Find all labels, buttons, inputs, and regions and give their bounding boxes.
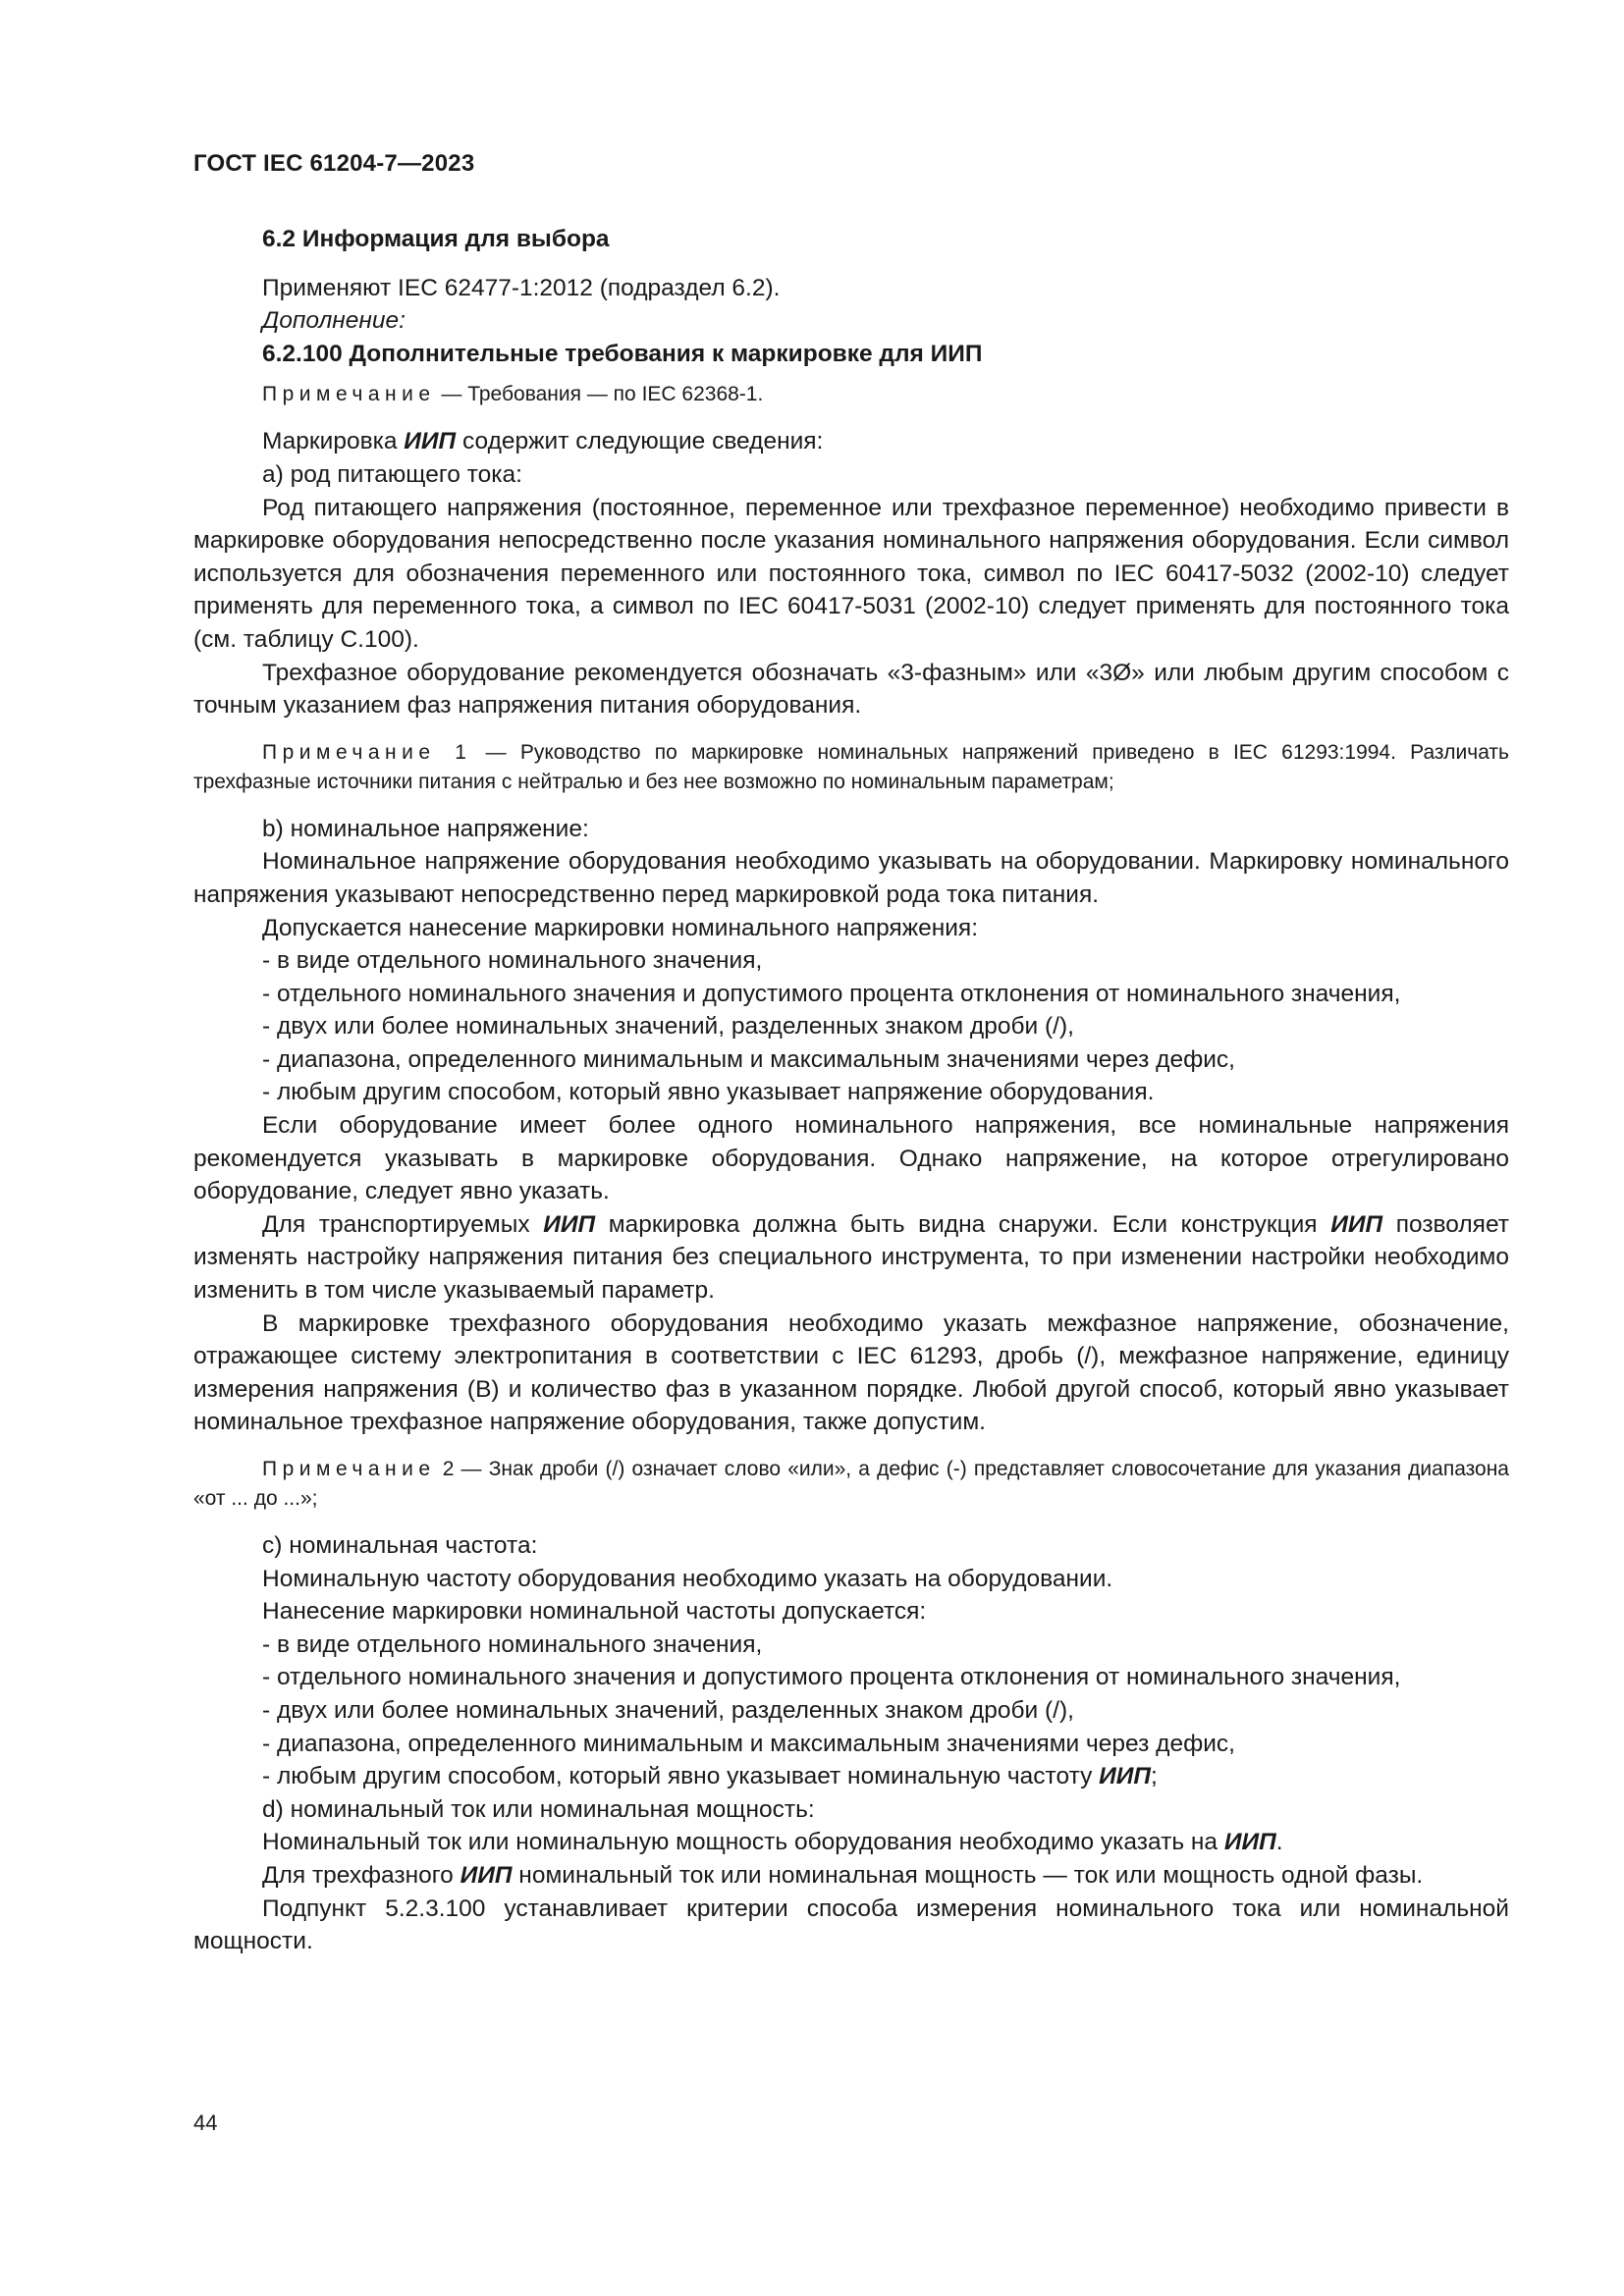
list-item: - любым другим способом, который явно указывает напряжение оборудования.	[262, 1079, 1155, 1106]
note-1	[193, 738, 1509, 797]
note-0-text: — Требования — по IEC 62368-1.	[435, 383, 764, 406]
intro-paragraph	[193, 425, 1509, 458]
note-1-text: — Руководство по маркировке номинальных напряжений приведено в IEC 61293:1994. Различать трехфазные источники питания с нейтралью и без нее возможно по номинальным параметрам;	[193, 740, 1509, 793]
list-item: - отдельного номинального значения и допустимого процента отклонения от номинального значения,	[262, 980, 1401, 1007]
list-item: - диапазона, определенного минимальным и максимальным значениями через дефис,	[262, 1045, 1235, 1073]
item-a-paragraph-1: Род питающего напряжения (постоянное, переменное или трехфазное переменное) необходимо привести в маркировке оборудования непосредственно после указания номинального напряжения оборудования. Если символ используется для обозначения переменного или постоянного тока, символ по IEC 60417-5032 (2002-10) следует применять для переменного тока, а символ по IEC 60417-5031 (2002-10) следует применять для постоянного тока (см. таблицу С.100).	[193, 494, 1509, 653]
note-0-label: Примечание	[262, 383, 436, 406]
p4-text-b: маркировка должна быть видна снаружи. Если конструкция	[595, 1210, 1331, 1238]
p4-text-c: позволяет изменять настройку напряжения питания без специального инструмента, то при изменении настройки необходимо изменить в том числе указываемый параметр.	[193, 1210, 1509, 1305]
note-1-label: Примечание 1	[262, 740, 472, 764]
c-last-text-b: ;	[1151, 1763, 1158, 1790]
item-b-paragraph-4	[193, 1208, 1509, 1308]
list-item: - в виде отдельного номинального значения,	[262, 947, 763, 975]
iip-term: ИИП	[543, 1210, 596, 1238]
d-p2-text-a: Для трехфазного	[262, 1861, 460, 1889]
item-b-paragraph-2: Допускается нанесение маркировки номинального напряжения:	[262, 914, 978, 941]
iip-term: ИИП	[1099, 1763, 1152, 1790]
iip-term: ИИП	[460, 1861, 513, 1889]
note-2	[193, 1455, 1509, 1514]
item-a-paragraph-2: Трехфазное оборудование рекомендуется обозначать «3-фазным» или «3Ø» или любым другим способом с точным указанием фаз напряжения питания оборудования.	[193, 659, 1509, 720]
list-item: - в виде отдельного номинального значения,	[262, 1630, 763, 1658]
item-c-paragraph-1: Номинальную частоту оборудования необходимо указать на оборудовании.	[262, 1565, 1113, 1592]
page-number: 44	[193, 2110, 218, 2135]
item-c-heading: c) номинальная частота:	[262, 1532, 538, 1559]
list-item: - двух или более номинальных значений, разделенных знаком дроби (/),	[262, 1013, 1074, 1041]
d-p2-text-b: номинальный ток или номинальная мощность — ток или мощность одной фазы.	[512, 1861, 1424, 1889]
item-b-paragraph-5: В маркировке трехфазного оборудования необходимо указать межфазное напряжение, обозначение, отражающее систему электропитания в соответствии с IEC 61293, дробь (/), межфазное напряжение, единицу измерения напряжения (В) и количество фаз в указанном порядке. Любой другой способ, который явно указывает номинальное трехфазное напряжение оборудования, также допустим.	[193, 1309, 1509, 1436]
p4-text-a: Для транспортируемых	[262, 1210, 544, 1238]
list-item: - отдельного номинального значения и допустимого процента отклонения от номинального значения,	[262, 1664, 1401, 1691]
note-2-text: 2 — Знак дроби (/) означает слово «или», а дефис (-) представляет словосочетание для указания диапазона «от ... до ...»;	[193, 1458, 1509, 1510]
section-heading: 6.2 Информация для выбора	[262, 226, 610, 252]
item-d-heading: d) номинальный ток или номинальная мощность:	[262, 1795, 815, 1823]
iip-term: ИИП	[1223, 1829, 1276, 1856]
item-d-paragraph-3: Подпункт 5.2.3.100 устанавливает критерии способа измерения номинального тока или номинальной мощности.	[193, 1895, 1509, 1955]
c-last-text-a: - любым другим способом, который явно указывает номинальную частоту	[262, 1763, 1100, 1790]
item-a-heading: a) род питающего тока:	[262, 460, 522, 488]
item-d-paragraph-1	[193, 1826, 1509, 1859]
intro-text-a: Маркировка	[262, 428, 405, 455]
subsection-heading: 6.2.100 Дополнительные требования к маркировке для ИИП	[262, 340, 983, 367]
item-b-paragraph-3: Если оборудование имеет более одного номинального напряжения, все номинальные напряжения рекомендуется указывать в маркировке оборудования. Однако напряжение, на которое отрегулировано оборудование, следует явно указать.	[193, 1112, 1509, 1205]
d-p1-text-a: Номинальный ток или номинальную мощность оборудования необходимо указать на	[262, 1829, 1224, 1856]
document-code-header: ГОСТ IEC 61204-7—2023	[193, 150, 475, 177]
iip-term: ИИП	[404, 428, 457, 455]
list-item	[193, 1760, 1509, 1793]
list-item: - двух или более номинальных значений, разделенных знаком дроби (/),	[262, 1696, 1074, 1724]
d-p1-text-b: .	[1275, 1829, 1283, 1856]
list-item: - диапазона, определенного минимальным и максимальным значениями через дефис,	[262, 1730, 1235, 1757]
addition-label: Дополнение:	[262, 307, 406, 335]
apply-paragraph: Применяют IEC 62477-1:2012 (подраздел 6.2).	[262, 274, 781, 301]
intro-text-b: содержит следующие сведения:	[456, 428, 824, 455]
item-d-paragraph-2	[193, 1859, 1509, 1893]
item-c-paragraph-2: Нанесение маркировки номинальной частоты допускается:	[262, 1598, 927, 1626]
document-body	[193, 223, 1509, 1958]
item-b-heading: b) номинальное напряжение:	[262, 815, 589, 842]
note-2-label: Примечание	[262, 1458, 436, 1480]
iip-term: ИИП	[1330, 1210, 1383, 1238]
note-0	[193, 380, 1509, 409]
item-b-paragraph-1: Номинальное напряжение оборудования необходимо указывать на оборудовании. Маркировку номинального напряжения указывают непосредственно перед маркировкой рода тока питания.	[193, 848, 1509, 908]
